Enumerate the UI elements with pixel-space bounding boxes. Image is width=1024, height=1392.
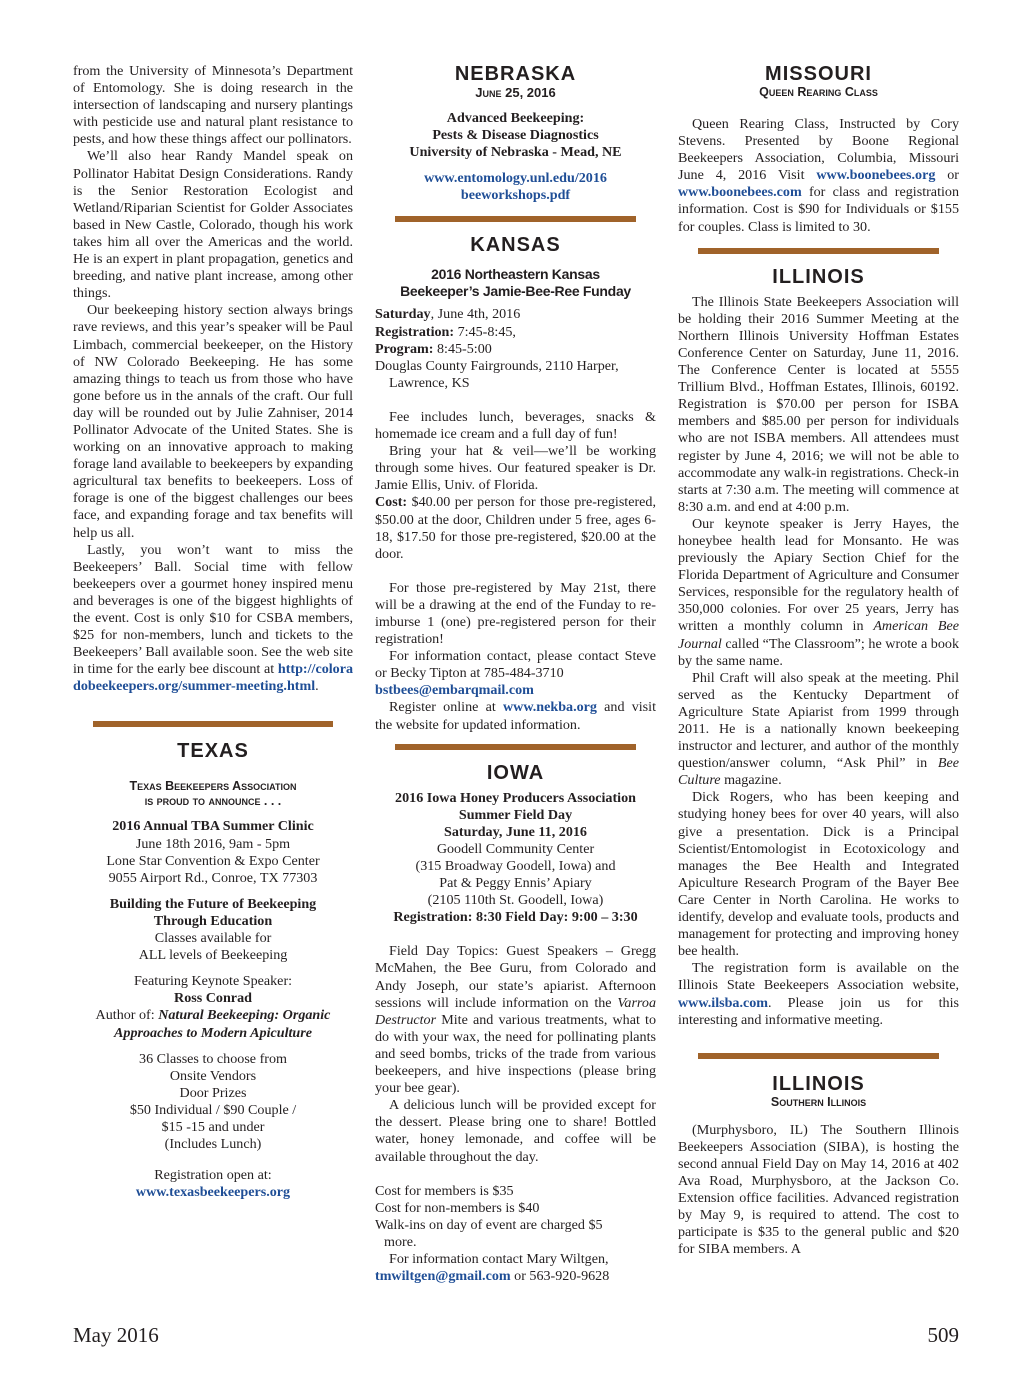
nebraska-heading: NEBRASKA: [454, 63, 577, 85]
illinois-p2: Our keynote speaker is Jerry Hayes, the honeybee health lead for Monsanto. He was previously the Apiary Section Chief for the Florida Department of Agriculture and Consumer Services, responsible for the regulatory health of 350,000 colonies. For over 25 years, Jerry has written a monthly column in American Bee Journal called “The Classroom”; he wrote a book by the same name.: [678, 515, 960, 669]
texas-event-block: [73, 818, 353, 1201]
column-2: [375, 63, 656, 1285]
illinois-south-text: (Murphysboro, IL) The Southern Illinois Beekeepers Association (SIBA), is hosting the second annual Field Day on May 14, 2016 at 402 Ava Road, Murphysboro, at the Jackson Co. Extension office facilities. Advanced registration by May 9, is required to attend. The cost to participate is $35 to the general public and $20 for SIBA members. A: [678, 1121, 959, 1258]
texas-subheading: Texas Beekeepers Association: [129, 779, 297, 794]
texas-announce: is proud to announce . . .: [144, 794, 282, 809]
iowa-line-4: Goodell Community Center: [436, 840, 595, 857]
illinois-p5: The registration form is available on the Illinois State Beekeepers Association website, www.ilsba.com. Please join us for this interesting and informative meeting.: [678, 960, 959, 1028]
nebraska-block: [375, 110, 656, 204]
kansas-hat: Bring your hat & veil—we’ll be working through some hives. Our featured speaker is Dr. Jamie Ellis, Univ. of Florida.: [375, 443, 656, 494]
iowa-cost-3: Walk-ins on day of event are charged $5: [375, 1216, 603, 1233]
texas-feature-4: $50 Individual / $90 Couple /: [129, 1101, 297, 1118]
kansas-venue-1: Douglas County Fairgrounds, 2110 Harper,: [375, 357, 619, 374]
illinois-p1: The Illinois State Beekeepers Association will be holding their 2016 Summer Meeting at the Northern Illinois University Hoffman Estates Conference Center on Saturday, June 11, 2016. The Conference Center is located at 5555 Trillium Blvd., Hoffman Estates, Illinois, 60192. Registration is $70.00 per person for ISBA members and $85.00 per person for individuals who are not ISBA members. All attendees must register by June 4, 2016; we will not be able to accommodate any walk-in registrations. Check-in starts at 7:30 a.m. The meeting will commence at 8:30 a.m. and end at 4:00 p.m.: [678, 293, 959, 515]
nebraska-line-3: University of Nebraska - Mead, NE: [409, 144, 622, 161]
iowa-line-7: (2105 110th St. Goodell, Iowa): [427, 892, 604, 909]
iowa-email-line: tmwiltgen@gmail.com or 563-920-9628: [375, 1268, 610, 1285]
issue-date: May 2016: [73, 1323, 159, 1347]
iowa-cost-1: Cost for members is $35: [375, 1182, 514, 1199]
iowa-line-6: Pat & Peggy Ennis’ Apiary: [439, 875, 592, 892]
texas-theme-1: Building the Future of Beekeeping: [109, 895, 317, 912]
nebraska-line-2: Pests & Disease Diagnostics: [432, 127, 599, 144]
iowa-line-5: (315 Broadway Goodell, Iowa) and: [415, 858, 616, 874]
paragraph-history: Our beekeeping history section always brings rave reviews, and this year’s speaker will be Paul Limbach, commercial beekeeper, on the History of NW Colorado Beekeeping. He has some amazing things to teach us from those who have gone before us in the annals of the craft. Our full day will be rounded out by Julie Zahniser, 2014 Pollinator Advocate of the United States. She is working on an innovative approach to making forage land available to beekeepers by expanding agricultural tax benefits to beekeepers. Loss of forage is one of the biggest challenges our bees face, and expanding forage and tax benefits will help us all.: [73, 302, 353, 541]
texas-classes-1: Classes available for: [154, 930, 272, 947]
texas-venue: Lone Star Convention & Expo Center: [106, 852, 320, 869]
texas-keynote: Ross Conrad: [174, 990, 252, 1007]
kansas-event-2: Beekeeper’s Jamie-Bee-Ree Funday: [400, 283, 631, 300]
iowa-topics: Field Day Topics: Guest Speakers – Gregg McMahen, the Bee Guru, from Colorado and Andy Joseph, our state’s apiarist. Afternoon sessions will include information on the Varroa Destructor Mite and various treatments, what to do with your wax, the need for pollinating plants and seed bombs, tricks of the trade from various beekeepers, and hive inspections (please bring your bee gear).: [375, 943, 656, 1097]
texas-feature-3: Door Prizes: [179, 1084, 247, 1101]
iowa-email[interactable]: tmwiltgen@gmail.com: [375, 1268, 511, 1285]
kansas-event-1: 2016 Northeastern Kansas: [431, 266, 600, 283]
texas-feature-2: Onsite Vendors: [169, 1067, 257, 1084]
column-3: [678, 63, 959, 1258]
boonebees-com-link[interactable]: www.boonebees.com: [678, 184, 802, 201]
iowa-cost-2: Cost for non-members is $40: [375, 1199, 540, 1216]
kansas-online: Register online at www.nekba.org and visit the website for updated information.: [375, 699, 656, 733]
kansas-date: Saturday, June 4th, 2016: [375, 306, 521, 323]
texas-classes-2: ALL levels of Beekeeping: [138, 947, 288, 964]
kansas-fee: Fee includes lunch, beverages, snacks & homemade ice cream and a full day of fun!: [375, 408, 656, 443]
kansas-cost: Cost: $40.00 per person for those pre-registered, $50.00 at the door, Children under 5 free, ages 6-18, $17.50 for those pre-registered, $20.00 at the door.: [375, 494, 656, 562]
texas-theme-2: Through Education: [153, 912, 273, 929]
iowa-block: [375, 790, 656, 927]
nebraska-date: June 25, 2016: [475, 85, 556, 100]
page-number: 509: [927, 1323, 959, 1347]
texas-heading: TEXAS: [177, 740, 249, 763]
nebraska-line-1: Advanced Beekeeping:: [446, 110, 585, 126]
ilsba-link[interactable]: www.ilsba.com: [678, 994, 769, 1011]
texas-date: June 18th 2016, 9am - 5pm: [135, 835, 291, 852]
iowa-line-1: 2016 Iowa Honey Producers Association: [395, 789, 636, 806]
missouri-subheading: Queen Rearing Class: [759, 85, 878, 99]
iowa-lunch: A delicious lunch will be provided except for the dessert. Please bring one to share! Bottled water, honey lemonade, and coffee will be available throughout the day.: [375, 1097, 656, 1165]
paragraph-ball: Lastly, you won’t want to miss the Beekeepers’ Ball. Social time with fellow beekeepers over a gourmet honey inspired menu and beverages is one of the biggest highlights of the event. Cost is only $10 for CSBA members, $25 for non-members, lunch and tickets to the Beekeepers’ Ball available soon. See the web site in time for the early bee discount at http://coloradobeekeepers.org/summer-meeting.html.: [73, 541, 354, 695]
texas-book-2: Approaches to Modern Apiculture: [114, 1024, 312, 1041]
illinois-south-heading: ILLINOIS: [772, 1072, 865, 1095]
missouri-heading: MISSOURI: [765, 63, 872, 85]
illinois-p4: Dick Rogers, who has been keeping and studying honey bees for over 40 years, will also give a presentation. Dick is a Principal Scientist/Entomologist in Ecotoxicology and manages the Bee Health and Integrated Apiculture Research Program of the Bayer Bee Care Center in North Carolina. He works to identify, develop and evaluate tools, products and management for protecting and improving honey bee health.: [678, 789, 959, 960]
kansas-contact: For information contact, please contact Steve or Becky Tipton at 785-484-3710: [375, 648, 656, 682]
kansas-program: Program: 8:45-5:00: [375, 340, 492, 357]
kansas-registration: Registration: 7:45-8:45,: [375, 323, 516, 340]
iowa-line-8: Registration: 8:30 Field Day: 9:00 – 3:30: [393, 909, 638, 926]
kansas-heading: KANSAS: [470, 234, 561, 257]
iowa-line-3: Saturday, June 11, 2016: [444, 823, 587, 840]
texas-event-title: 2016 Annual TBA Summer Clinic: [112, 818, 314, 835]
nebraska-link-1[interactable]: www.entomology.unl.edu/2016: [424, 170, 607, 187]
texas-keynote-label: Featuring Keynote Speaker:: [133, 973, 293, 990]
kansas-venue-2: Lawrence, KS: [389, 374, 470, 391]
texas-feature-5: $15 -15 and under: [161, 1118, 265, 1135]
illinois-heading: ILLINOIS: [772, 265, 865, 288]
iowa-heading: IOWA: [486, 761, 545, 784]
texas-feature-6: (Includes Lunch): [164, 1136, 262, 1153]
missouri-text: Queen Rearing Class, Instructed by Cory Stevens. Presented by Boone Regional Beekeepers Association, Columbia, Missouri June 4, 2016 Visit www.boonebees.org or www.boonebees.com for class and registration information. Cost is $90 for Individuals or $155 for couples. Class is limited to 30.: [678, 116, 959, 235]
boonebees-org-link[interactable]: www.boonebees.org: [816, 167, 936, 184]
iowa-line-2: Summer Field Day: [458, 806, 573, 823]
texas-feature-1: 36 Classes to choose from: [139, 1050, 287, 1067]
texas-link[interactable]: www.texasbeekeepers.org: [135, 1184, 291, 1201]
texas-registration: Registration open at:: [154, 1167, 272, 1184]
illinois-south-subheading: Southern Illinois: [770, 1094, 867, 1109]
kansas-email[interactable]: bstbees@embarqmail.com: [375, 682, 534, 699]
nebraska-link-2[interactable]: beeworkshops.pdf: [460, 187, 571, 204]
colorado-link[interactable]: http://coloradobeekeepers.org/summer-meeting.html: [73, 661, 354, 695]
texas-author: Author of: Natural Beekeeping: Organic: [95, 1007, 331, 1024]
nekba-link[interactable]: www.nekba.org: [502, 699, 597, 716]
illinois-p3: Phil Craft will also speak at the meeting. Phil served as the Kentucky Department of Agriculture State Apiarist from 1999 through 2011. He is a nationally known beekeeping instructor and lecturer, and author of the monthly question/answer column, “Ask Phil” in Bee Culture magazine.: [678, 669, 959, 789]
article-continuation: from the University of Minnesota’s Department of Entomology. She is doing research in the intersection of landscaping and nursery plantings with pesticide use and natural plant resistance to pests, and how these things affect our pollinators.: [73, 63, 353, 148]
iowa-contact: For information contact Mary Wiltgen,: [389, 1250, 609, 1267]
paragraph-mandel: We’ll also hear Randy Mandel speak on Pollinator Habitat Design Considerations. Randy is the Senior Restoration Ecologist and Wetland/Riparian Scientist for Golder Associates based in New Castle, Colorado, though his work takes him all over the Americas and the world. He is an expert in plant propagation, genetics and breeding, and native plant increase, among other things.: [73, 148, 353, 302]
iowa-cost-3b: more.: [384, 1233, 417, 1250]
texas-address: 9055 Airport Rd., Conroe, TX 77303: [108, 869, 318, 886]
column-1: [73, 63, 353, 1201]
kansas-drawing: For those pre-registered by May 21st, there will be a drawing at the end of the Funday to re-imburse 1 (one) pre-registered person for their registration!: [375, 579, 656, 648]
